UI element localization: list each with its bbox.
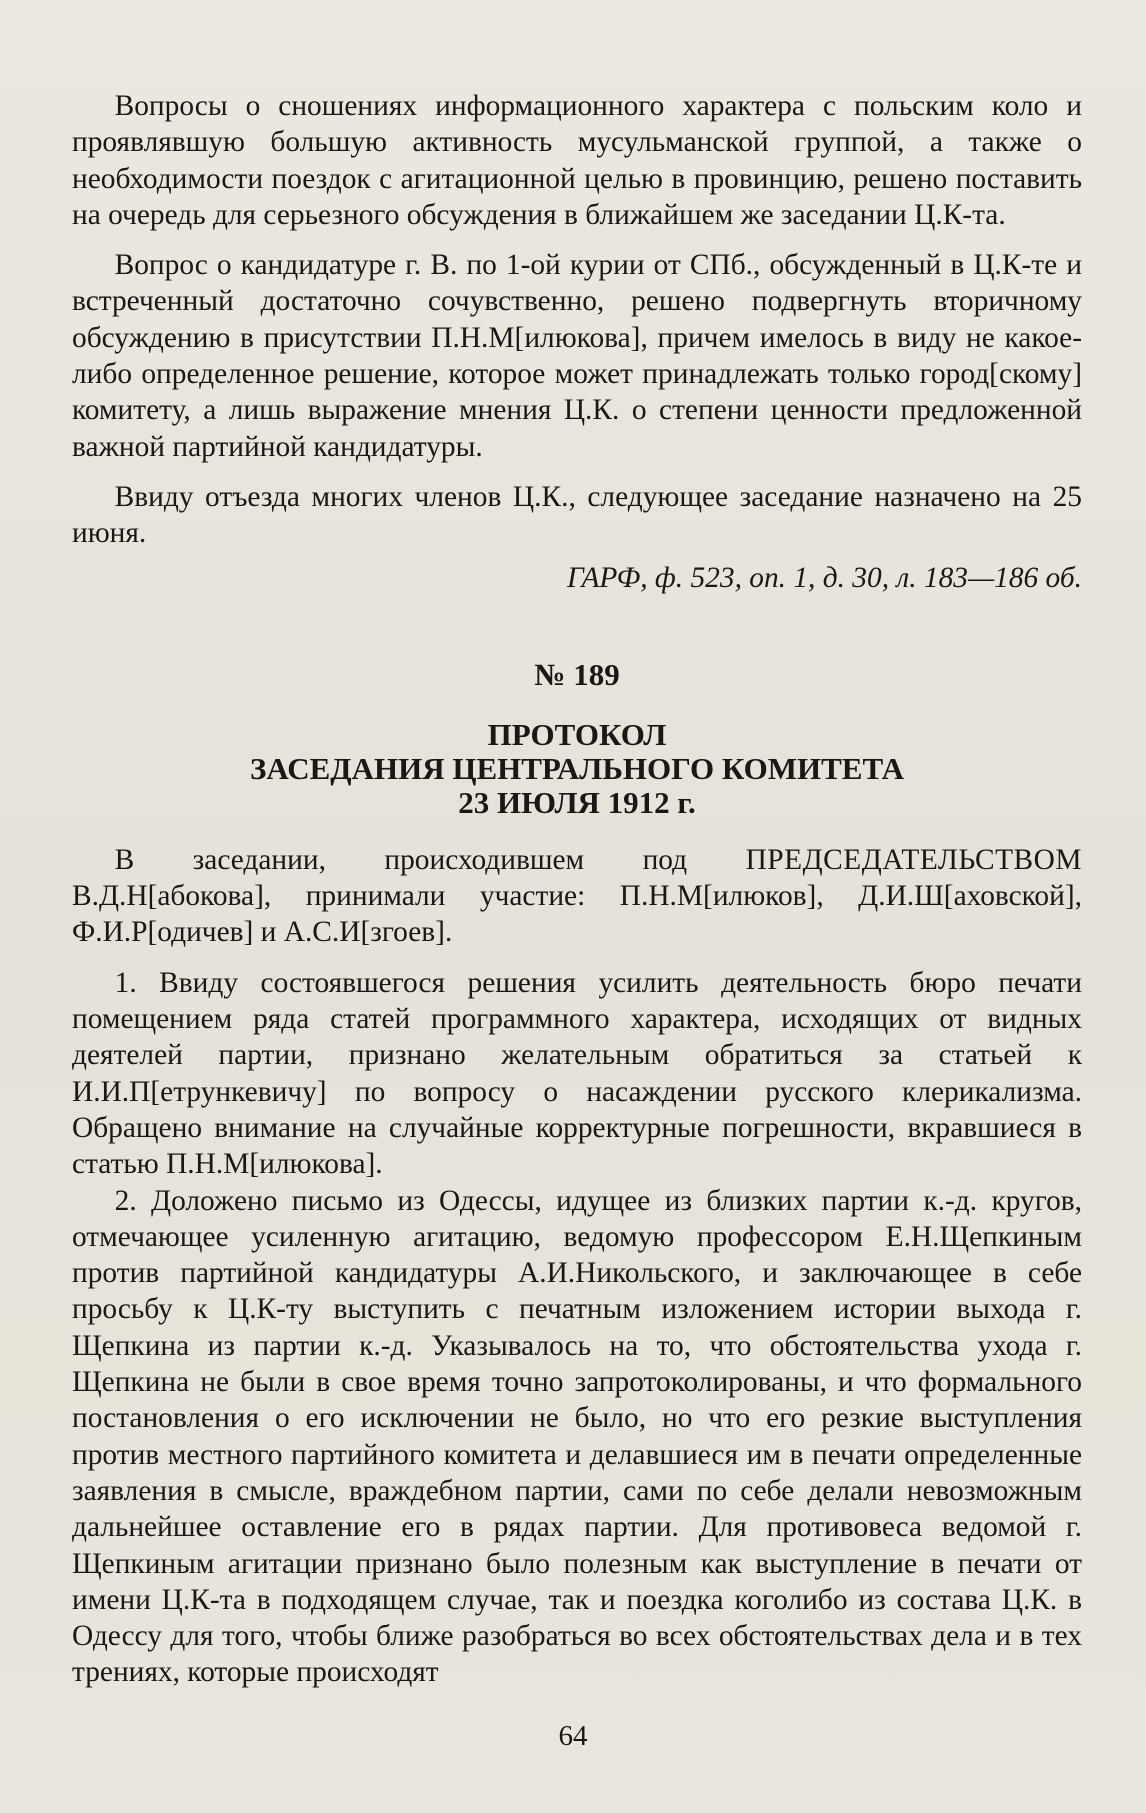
paragraph-gap: [72, 465, 1082, 479]
archive-citation: ГАРФ, ф. 523, оп. 1, д. 30, л. 183—186 об.: [566, 561, 1082, 594]
page-number: 64: [558, 1720, 588, 1752]
heading-line-date: 23 ИЮЛЯ 1912 г.: [458, 784, 696, 820]
document-number: № 189: [534, 656, 620, 692]
paragraph-gap: [72, 951, 1082, 965]
attendance-before: В заседании, происходившем под: [114, 843, 746, 876]
protocol-heading: [72, 718, 1082, 820]
paragraph-candidacy: Вопрос о кандидатуре г. В. по 1-ой курии от СПб., обсужденный в Ц.К-те и встреченный достаточно сочувственно, решено подвергнуть вторичному обсуждению в присутствии П.Н.М[илюкова], причем имелось в виду не какое-либо определенное решение, которое может принадлежать только город[скому] комитету, а лишь выражение мнения Ц.К. о степени ценности предложенной важной партийной кандидатуры.: [72, 249, 1082, 463]
item-2-odessa-letter: 2. Доложено письмо из Одессы, идущее из близких партии к.-д. кругов, отмечающее усиленную агитацию, ведомую профессором Е.Н.Щепкиным против партийной кандидатуры А.И.Никольского, и заключающее в себе просьбу к Ц.К-ту выступить с печатным изложением истории выхода г. Щепкина из партии к.-д. Указывалось на то, что обстоятельства ухода г. Щепкина не были в свое время точно запротоколированы, и что формального постановления о его исключении не было, но что его резкие выступления против местного партийного комитета и делавшиеся им в печати определенные заявления в смысле, враждебном партии, сами по себе делали невозможным дальнейшее оставление его в рядах партии. Для противовеса ведомой г. Щепкиным агитации признано было полезным как выступление в печати от имени Ц.К-та в подходящем случае, так и поездка коголибо из состава Ц.К. в Одессу для того, чтобы ближе разобраться во всех обстоятельствах дела и в тех трениях, которые происходят: [72, 1184, 1082, 1689]
attendance-chair: ПРЕДСЕДАТЕЛЬСТВОМ: [745, 843, 1082, 876]
paragraph-gap: [72, 233, 1082, 247]
heading-line-meeting: ЗАСЕДАНИЯ ЦЕНТРАЛЬНОГО КОМИТЕТА: [250, 750, 904, 786]
item-1-press-bureau: 1. Ввиду состоявшегося решения усилить деятельность бюро печати помещением ряда статей программного характера, исходящих от видных деятелей партии, признано желательным обратиться за статьей к И.И.П[етрункевичу] по вопросу о насаждении русского клерикализма. Обращено внимание на случайные корректурные погрешности, вкравшиеся в статью П.Н.М[илюкова].: [72, 966, 1082, 1181]
paragraph-polish-kolo: Вопросы о сношениях информационного характера с польским коло и проявлявшую большую активность мусульманской группой, а также о необходимости поездок с агитационной целью в провинцию, решено поставить на очередь для серьезного обсуждения в ближайшем же заседании Ц.К-та.: [72, 90, 1082, 231]
paragraph-attendance: [72, 842, 1082, 951]
paragraph-next-meeting: Ввиду отъезда многих членов Ц.К., следующее заседание назначено на 25 июня.: [72, 480, 1082, 550]
attendance-after: В.Д.Н[абокова], принимали участие: П.Н.М[илюков], Д.И.Ш[аховской], Ф.И.Р[одичев] и А.С.И[згоев].: [72, 880, 1082, 949]
heading-line-protocol: ПРОТОКОЛ: [487, 716, 667, 752]
